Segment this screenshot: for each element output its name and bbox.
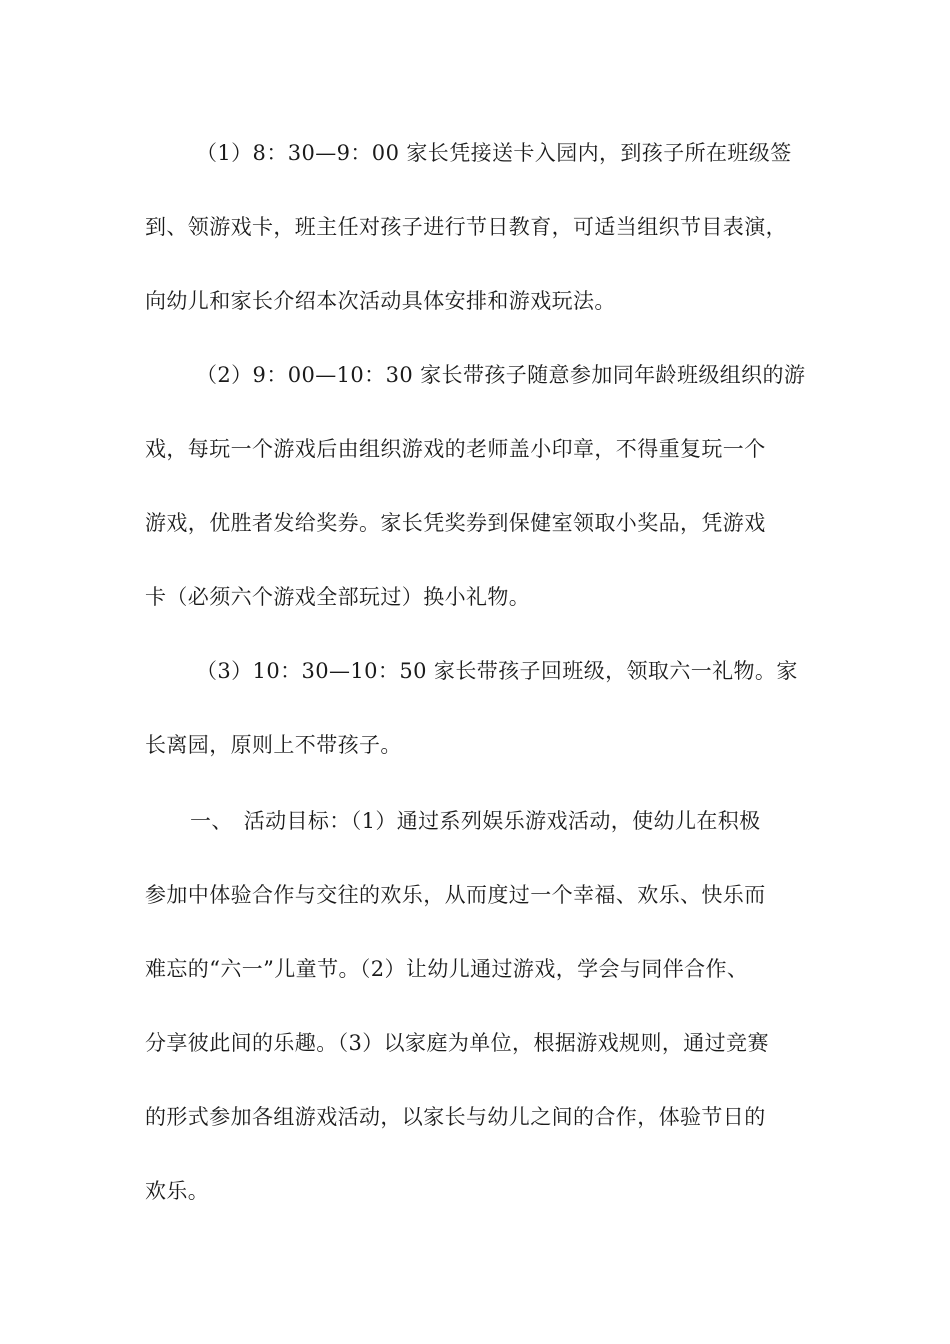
- text-line: 参加中体验合作与交往的欢乐，从而度过一个幸福、欢乐、快乐而: [145, 883, 766, 907]
- text-line: 的形式参加各组游戏活动，以家长与幼儿之间的合作，体验节日的: [145, 1105, 766, 1129]
- text-line: （3）10：30—10：50 家长带孩子回班级，领取六一礼物。家: [196, 659, 798, 683]
- text-line: 向幼儿和家长介绍本次活动具体安排和游戏玩法。: [145, 289, 616, 313]
- text-line: 到、领游戏卡，班主任对孩子进行节日教育，可适当组织节目表演，: [145, 215, 787, 239]
- text-line: 欢乐。: [145, 1179, 210, 1203]
- section-heading-line: 一、 活动目标：（1）通过系列娱乐游戏活动，使幼儿在积极: [190, 809, 761, 833]
- text-line: 难忘的“六一”儿童节。（2）让幼儿通过游戏，学会与同伴合作、: [145, 957, 749, 981]
- text-line: 卡（必须六个游戏全部玩过）换小礼物。: [145, 585, 531, 609]
- text-line: 戏，每玩一个游戏后由组织游戏的老师盖小印章，不得重复玩一个: [145, 437, 766, 461]
- text-line: 游戏，优胜者发给奖券。家长凭奖券到保健室领取小奖品，凭游戏: [145, 511, 766, 535]
- text-line: 分享彼此间的乐趣。（3）以家庭为单位，根据游戏规则，通过竞赛: [145, 1031, 769, 1055]
- text-line: （2）9：00—10：30 家长带孩子随意参加同年龄班级组织的游: [196, 363, 806, 387]
- text-line: （1）8：30—9：00 家长凭接送卡入园内，到孩子所在班级签: [196, 141, 792, 165]
- text-line: 长离园，原则上不带孩子。: [145, 733, 402, 757]
